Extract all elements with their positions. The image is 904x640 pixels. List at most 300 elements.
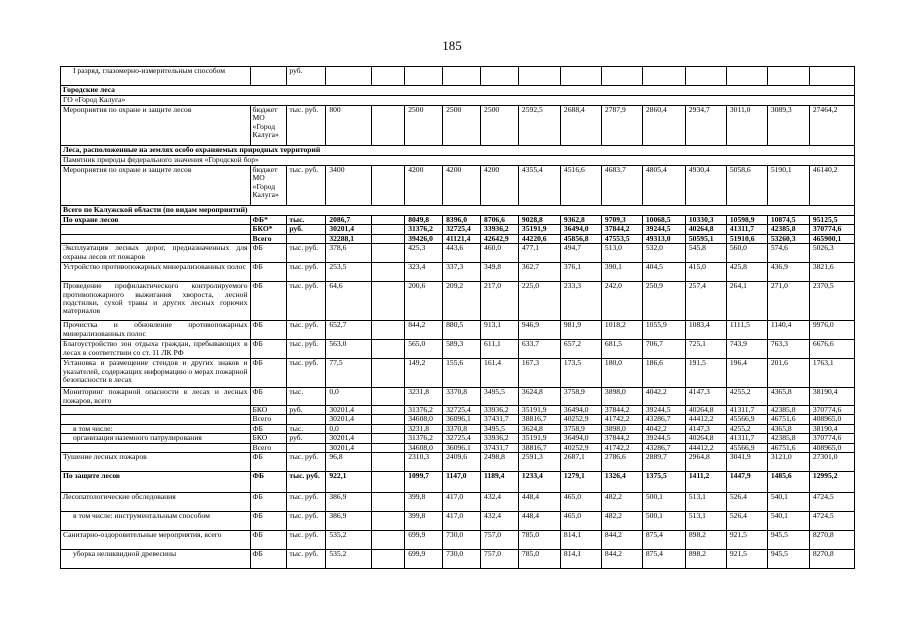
cell-year-2021	[372, 550, 405, 569]
cell-activity: Прочистка и обновление противопожарных минерализованных полос	[61, 321, 251, 340]
cell-year-2029: 40264,8	[685, 225, 726, 234]
cell-year-2026: 173,5	[560, 359, 601, 388]
cell-year-2024: 3495,5	[481, 424, 519, 433]
cell-year-2026: 2687,1	[560, 453, 601, 472]
cell-total: 3821,6	[809, 263, 854, 282]
cell-source: бюджет МО «Город Калуга»	[250, 166, 287, 206]
section-header-row	[61, 206, 855, 216]
cell-year-2024: 37431,7	[481, 415, 519, 424]
cell-year-2030: 3041,9	[726, 453, 767, 472]
cell-year-2027: 37844,2	[601, 434, 642, 443]
cell-year-2028: 43286,7	[642, 415, 685, 424]
cell-year-2022: 565,0	[405, 340, 443, 359]
cell-year-2027: 482,2	[601, 512, 642, 531]
cell-year-2027: 9709,3	[601, 216, 642, 225]
cell-year-2026: 494,7	[560, 244, 601, 263]
cell-year-2029: 44412,2	[685, 443, 726, 452]
cell-activity: Устройство противопожарных минерализованных полос	[61, 263, 251, 282]
cell-unit: тыс. руб.	[287, 453, 326, 472]
cell-year-2026	[560, 67, 601, 86]
cell-year-2031: 201,6	[767, 359, 809, 388]
section-heading: Городские леса	[61, 86, 855, 96]
cell-year-2027: 513,0	[601, 244, 642, 263]
page-number: 185	[442, 38, 462, 53]
cell-year-2021	[372, 443, 405, 452]
cell-year-2029: 1083,4	[685, 321, 726, 340]
cell-year-2023: 8396,0	[443, 216, 481, 225]
cell-unit	[287, 234, 326, 243]
cell-year-2021	[372, 263, 405, 282]
cell-year-2029: 513,1	[685, 493, 726, 512]
cell-year-2021	[372, 225, 405, 234]
cell-year-2027: 41742,2	[601, 415, 642, 424]
cell-year-2020: 535,2	[326, 531, 372, 550]
cell-source: ФБ	[250, 550, 287, 569]
cell-total: 370774,6	[809, 434, 854, 443]
cell-source: ФБ	[250, 472, 287, 493]
cell-activity	[61, 406, 251, 415]
cell-year-2025: 2591,3	[518, 453, 560, 472]
cell-year-2024: 432,4	[481, 512, 519, 531]
cell-source: БКО	[250, 434, 287, 443]
cell-year-2031: 945,5	[767, 550, 809, 569]
cell-unit	[287, 415, 326, 424]
cell-year-2031: 574,6	[767, 244, 809, 263]
cell-year-2025: 785,0	[518, 550, 560, 569]
cell-total: 27301,0	[809, 453, 854, 472]
cell-total: 12995,2	[809, 472, 854, 493]
cell-year-2020: 253,5	[326, 263, 372, 282]
cell-year-2031: 10874,5	[767, 216, 809, 225]
cell-total: 408965,0	[809, 443, 854, 452]
cell-year-2027	[601, 67, 642, 86]
cell-year-2022: 699,9	[405, 531, 443, 550]
cell-year-2022: 2500	[405, 106, 443, 146]
cell-total: 465900,1	[809, 234, 854, 243]
cell-year-2022: 399,8	[405, 512, 443, 531]
cell-source: Всего	[250, 415, 287, 424]
cell-year-2031: 46751,6	[767, 415, 809, 424]
cell-year-2023: 417,0	[443, 512, 481, 531]
cell-year-2024: 4200	[481, 166, 519, 206]
cell-source: ФБ	[250, 321, 287, 340]
cell-year-2030: 5058,6	[726, 166, 767, 206]
cell-unit: тыс. руб.	[287, 531, 326, 550]
cell-unit: тыс. руб.	[287, 106, 326, 146]
table-row	[61, 244, 855, 263]
cell-year-2027: 37844,2	[601, 225, 642, 234]
cell-year-2023: 209,2	[443, 282, 481, 321]
cell-year-2021	[372, 216, 405, 225]
table-row	[61, 234, 855, 243]
cell-year-2030: 41311,7	[726, 434, 767, 443]
cell-year-2025: 477,1	[518, 244, 560, 263]
cell-total: 4724,5	[809, 512, 854, 531]
table-row	[61, 106, 855, 146]
cell-year-2023: 41121,4	[443, 234, 481, 243]
cell-year-2030: 264,1	[726, 282, 767, 321]
cell-year-2026: 465,0	[560, 512, 601, 531]
cell-year-2031: 540,1	[767, 512, 809, 531]
cell-source: ФБ	[250, 453, 287, 472]
cell-year-2026: 3758,9	[560, 388, 601, 406]
section-header-row	[61, 86, 855, 96]
cell-year-2027: 37844,2	[601, 406, 642, 415]
cell-year-2031: 53260,3	[767, 234, 809, 243]
cell-year-2029: 4147,3	[685, 388, 726, 406]
cell-year-2021	[372, 453, 405, 472]
cell-year-2020: 2086,7	[326, 216, 372, 225]
cell-year-2024: 913,1	[481, 321, 519, 340]
cell-source: ФБ	[250, 424, 287, 433]
cell-unit: тыс. руб.	[287, 359, 326, 388]
table-row	[61, 340, 855, 359]
cell-year-2028: 39244,5	[642, 406, 685, 415]
cell-year-2024: 33936,2	[481, 434, 519, 443]
cell-year-2020: 30201,4	[326, 406, 372, 415]
cell-year-2020: 535,2	[326, 550, 372, 569]
cell-year-2028: 2860,4	[642, 106, 685, 146]
cell-year-2025: 3624,8	[518, 388, 560, 406]
cell-year-2030: 921,5	[726, 550, 767, 569]
table-row	[61, 359, 855, 388]
cell-year-2020: 77,5	[326, 359, 372, 388]
cell-year-2030: 560,0	[726, 244, 767, 263]
cell-year-2026: 981,9	[560, 321, 601, 340]
cell-activity: Мониторинг пожарной опасности в лесах и лесных пожаров, всего	[61, 388, 251, 406]
cell-year-2023: 2409,6	[443, 453, 481, 472]
cell-unit	[287, 443, 326, 452]
cell-year-2022: 39426,0	[405, 234, 443, 243]
cell-year-2029: 4930,4	[685, 166, 726, 206]
cell-activity: Установка и размещение стендов и других знаков и указателей, содержащих информацию о мерах пожарной безопасности в лесах	[61, 359, 251, 388]
cell-year-2025: 2592,5	[518, 106, 560, 146]
cell-year-2026: 376,1	[560, 263, 601, 282]
cell-unit: тыс.	[287, 424, 326, 433]
cell-year-2021	[372, 406, 405, 415]
cell-year-2029: 44412,2	[685, 415, 726, 424]
cell-source: ФБ	[250, 340, 287, 359]
cell-activity: Благоустройство зон отдыха граждан, пребывающих в лесах в соответствии со ст. 11 ЛК РФ	[61, 340, 251, 359]
cell-year-2020: 30201,4	[326, 443, 372, 452]
cell-year-2027: 2786,6	[601, 453, 642, 472]
table-row	[61, 263, 855, 282]
cell-year-2021	[372, 106, 405, 146]
cell-year-2029: 50595,1	[685, 234, 726, 243]
cell-year-2026: 657,2	[560, 340, 601, 359]
cell-year-2031: 46751,6	[767, 443, 809, 452]
cell-unit: тыс. руб.	[287, 263, 326, 282]
cell-unit: тыс. руб.	[287, 512, 326, 531]
cell-year-2028: 500,1	[642, 512, 685, 531]
cell-year-2021	[372, 166, 405, 206]
cell-total: 27464,2	[809, 106, 854, 146]
cell-year-2027: 4683,7	[601, 166, 642, 206]
cell-year-2026: 9362,8	[560, 216, 601, 225]
cell-year-2028: 532,0	[642, 244, 685, 263]
cell-year-2028: 10068,5	[642, 216, 685, 225]
cell-year-2031: 42385,8	[767, 406, 809, 415]
cell-year-2028: 43286,7	[642, 443, 685, 452]
cell-year-2025: 44220,6	[518, 234, 560, 243]
cell-unit: тыс. руб.	[287, 282, 326, 321]
cell-year-2020: 0,0	[326, 388, 372, 406]
cell-unit: тыс. руб.	[287, 472, 326, 493]
cell-activity: Проведение профилактического контролируемого противопожарного выжигания хвороста, лесной подстилки, сухой травы и других лесных горючих материалов	[61, 282, 251, 321]
cell-year-2024: 611,1	[481, 340, 519, 359]
cell-year-2027: 242,0	[601, 282, 642, 321]
cell-activity: Санитарно-оздоровительные мероприятия, всего	[61, 531, 251, 550]
cell-year-2021	[372, 234, 405, 243]
cell-total: 38190,4	[809, 388, 854, 406]
cell-year-2030: 4255,2	[726, 388, 767, 406]
activities-budget-table	[60, 66, 855, 569]
cell-year-2023: 2500	[443, 106, 481, 146]
cell-year-2024: 8706,6	[481, 216, 519, 225]
cell-year-2022: 8049,8	[405, 216, 443, 225]
cell-year-2028: 1375,5	[642, 472, 685, 493]
table-row	[61, 493, 855, 512]
cell-unit: руб.	[287, 67, 326, 86]
cell-total	[809, 67, 854, 86]
cell-year-2030: 41311,7	[726, 406, 767, 415]
cell-year-2026: 36494,0	[560, 434, 601, 443]
cell-total: 370774,6	[809, 225, 854, 234]
cell-year-2023: 36096,1	[443, 443, 481, 452]
cell-total: 95125,5	[809, 216, 854, 225]
cell-activity: в том числе:	[61, 424, 251, 433]
cell-year-2029: 10330,3	[685, 216, 726, 225]
cell-year-2029: 2934,7	[685, 106, 726, 146]
cell-year-2029: 40264,8	[685, 406, 726, 415]
section-header-row	[61, 156, 855, 166]
cell-total: 408965,0	[809, 415, 854, 424]
cell-year-2022: 1099,7	[405, 472, 443, 493]
cell-year-2027: 2787,9	[601, 106, 642, 146]
cell-year-2022	[405, 67, 443, 86]
cell-year-2020: 386,9	[326, 512, 372, 531]
cell-year-2022: 31376,2	[405, 434, 443, 443]
cell-total: 370774,6	[809, 406, 854, 415]
table-row	[61, 321, 855, 340]
cell-year-2031: 945,5	[767, 531, 809, 550]
cell-unit: тыс. руб.	[287, 340, 326, 359]
cell-activity: По охране лесов	[61, 216, 251, 225]
cell-year-2021	[372, 434, 405, 443]
cell-unit: тыс. руб.	[287, 321, 326, 340]
cell-year-2024: 37431,7	[481, 443, 519, 452]
cell-year-2030: 921,5	[726, 531, 767, 550]
cell-source: Всего	[250, 443, 287, 452]
cell-unit: тыс. руб.	[287, 550, 326, 569]
cell-year-2029: 2964,8	[685, 453, 726, 472]
cell-year-2027: 3898,0	[601, 424, 642, 433]
cell-year-2023: 1147,0	[443, 472, 481, 493]
cell-year-2024: 2498,8	[481, 453, 519, 472]
cell-year-2026: 814,1	[560, 550, 601, 569]
cell-year-2022: 31376,2	[405, 406, 443, 415]
cell-year-2024: 460,0	[481, 244, 519, 263]
cell-year-2025: 785,0	[518, 531, 560, 550]
cell-year-2023: 589,3	[443, 340, 481, 359]
cell-year-2026: 1279,1	[560, 472, 601, 493]
cell-year-2027: 3898,0	[601, 388, 642, 406]
cell-source: ФБ	[250, 244, 287, 263]
cell-source: ФБ*	[250, 216, 287, 225]
cell-year-2029: 725,1	[685, 340, 726, 359]
cell-year-2031: 1485,6	[767, 472, 809, 493]
cell-unit: тыс. руб.	[287, 166, 326, 206]
cell-year-2027: 844,2	[601, 531, 642, 550]
cell-year-2022: 844,2	[405, 321, 443, 340]
cell-year-2029: 513,1	[685, 512, 726, 531]
cell-year-2021	[372, 424, 405, 433]
cell-year-2022: 34608,0	[405, 415, 443, 424]
cell-year-2023: 32725,4	[443, 434, 481, 443]
cell-year-2025: 35191,9	[518, 406, 560, 415]
cell-activity: Мероприятия по охране и защите лесов	[61, 106, 251, 146]
cell-activity: I разряд, глазомерно-измерительным способом	[61, 67, 251, 86]
cell-year-2028: 1055,9	[642, 321, 685, 340]
cell-year-2027: 47553,5	[601, 234, 642, 243]
cell-year-2028: 4042,2	[642, 424, 685, 433]
cell-activity: По защите лесов	[61, 472, 251, 493]
cell-unit: тыс. руб.	[287, 244, 326, 263]
cell-year-2026: 814,1	[560, 531, 601, 550]
cell-total: 38190,4	[809, 424, 854, 433]
cell-year-2020: 800	[326, 106, 372, 146]
cell-year-2026: 233,3	[560, 282, 601, 321]
cell-year-2025: 9028,8	[518, 216, 560, 225]
table-row	[61, 531, 855, 550]
cell-year-2027: 844,2	[601, 550, 642, 569]
cell-year-2026: 40252,9	[560, 415, 601, 424]
cell-total: 4724,5	[809, 493, 854, 512]
cell-activity: Тушение лесных пожаров	[61, 453, 251, 472]
cell-year-2022: 699,9	[405, 550, 443, 569]
cell-year-2020: 96,8	[326, 453, 372, 472]
cell-year-2022: 425,3	[405, 244, 443, 263]
cell-source: БКО*	[250, 225, 287, 234]
cell-source: ФБ	[250, 388, 287, 406]
cell-year-2030: 1447,9	[726, 472, 767, 493]
cell-year-2025: 35191,9	[518, 434, 560, 443]
cell-year-2021	[372, 321, 405, 340]
cell-activity	[61, 443, 251, 452]
section-header-row	[61, 146, 855, 156]
cell-year-2020: 378,6	[326, 244, 372, 263]
cell-year-2030: 196,4	[726, 359, 767, 388]
cell-year-2031: 5190,1	[767, 166, 809, 206]
cell-year-2026: 45856,8	[560, 234, 601, 243]
cell-year-2020: 386,9	[326, 493, 372, 512]
cell-year-2020: 30201,4	[326, 434, 372, 443]
cell-year-2025: 167,3	[518, 359, 560, 388]
table-row	[61, 424, 855, 433]
cell-activity: организация наземного патрулирования	[61, 434, 251, 443]
cell-total: 2370,5	[809, 282, 854, 321]
cell-year-2024: 1189,4	[481, 472, 519, 493]
cell-year-2029: 898,2	[685, 531, 726, 550]
section-heading: Леса, расположенные на землях особо охраняемых природных территорий	[61, 146, 855, 156]
cell-year-2023: 730,0	[443, 531, 481, 550]
table-row	[61, 512, 855, 531]
cell-year-2028: 4042,2	[642, 388, 685, 406]
cell-total: 5026,3	[809, 244, 854, 263]
cell-year-2030: 45566,9	[726, 443, 767, 452]
cell-unit: руб.	[287, 225, 326, 234]
cell-year-2025: 35191,9	[518, 225, 560, 234]
table-row	[61, 443, 855, 452]
cell-year-2030: 41311,7	[726, 225, 767, 234]
cell-activity: в том числе: инструментальным способом	[61, 512, 251, 531]
table-row	[61, 216, 855, 225]
section-header-row	[61, 96, 855, 106]
subsection-heading: Памятник природы федерального значения «Городской бор»	[61, 156, 855, 166]
cell-year-2021	[372, 359, 405, 388]
cell-year-2021	[372, 512, 405, 531]
cell-total: 8270,8	[809, 550, 854, 569]
cell-year-2031: 271,0	[767, 282, 809, 321]
cell-year-2031: 436,9	[767, 263, 809, 282]
cell-year-2023: 3370,8	[443, 424, 481, 433]
cell-year-2029: 257,4	[685, 282, 726, 321]
cell-year-2030: 3011,0	[726, 106, 767, 146]
section-heading: Всего по Калужской области (по видам мероприятий)	[61, 206, 855, 216]
cell-year-2028: 39244,5	[642, 434, 685, 443]
table-row	[61, 434, 855, 443]
cell-year-2023: 730,0	[443, 550, 481, 569]
cell-year-2029: 545,8	[685, 244, 726, 263]
table-row	[61, 166, 855, 206]
cell-year-2020: 652,7	[326, 321, 372, 340]
cell-year-2030: 743,9	[726, 340, 767, 359]
table-row	[61, 282, 855, 321]
cell-year-2020: 3400	[326, 166, 372, 206]
cell-unit: руб.	[287, 406, 326, 415]
cell-year-2031: 4365,8	[767, 388, 809, 406]
cell-year-2025	[518, 67, 560, 86]
cell-year-2024: 33936,2	[481, 225, 519, 234]
table-row	[61, 67, 855, 86]
cell-year-2027: 1326,4	[601, 472, 642, 493]
cell-year-2030: 10598,9	[726, 216, 767, 225]
cell-unit: тыс.	[287, 216, 326, 225]
cell-year-2022: 3231,8	[405, 388, 443, 406]
cell-total: 9976,0	[809, 321, 854, 340]
cell-year-2021	[372, 388, 405, 406]
cell-year-2031: 3121,0	[767, 453, 809, 472]
cell-year-2030: 526,4	[726, 493, 767, 512]
cell-source: БКО	[250, 406, 287, 415]
cell-year-2020: 30201,4	[326, 225, 372, 234]
cell-year-2020: 0,0	[326, 424, 372, 433]
cell-year-2025: 3624,8	[518, 424, 560, 433]
cell-year-2028: 49313,0	[642, 234, 685, 243]
cell-year-2028: 875,4	[642, 531, 685, 550]
cell-source: ФБ	[250, 512, 287, 531]
cell-year-2022: 4200	[405, 166, 443, 206]
cell-total: 46140,2	[809, 166, 854, 206]
cell-unit: тыс. руб.	[287, 493, 326, 512]
cell-year-2020	[326, 67, 372, 86]
cell-year-2028	[642, 67, 685, 86]
cell-year-2021	[372, 472, 405, 493]
cell-year-2024: 2500	[481, 106, 519, 146]
cell-source: ФБ	[250, 263, 287, 282]
cell-activity: Мероприятия по охране и защите лесов	[61, 166, 251, 206]
cell-total: 1763,1	[809, 359, 854, 388]
